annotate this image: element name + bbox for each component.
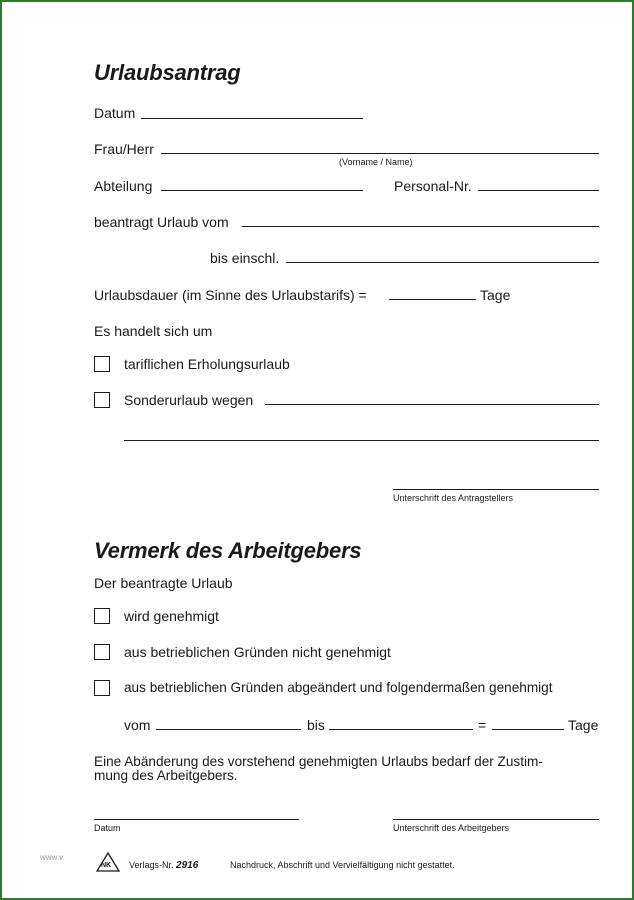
section-title-arbeitgeber: Vermerk des Arbeitgebers [94, 538, 362, 563]
antragsteller-signature-field[interactable] [393, 489, 599, 490]
publisher-logo [96, 852, 120, 872]
sonder-reason-field[interactable] [265, 404, 599, 405]
bis-einschl-label: bis einschl. [210, 250, 280, 266]
name-field[interactable] [161, 153, 599, 154]
genehmigt-checkbox[interactable] [94, 608, 110, 624]
der-urlaub-label: Der beantragte Urlaub [94, 575, 233, 591]
datum-caption: Datum [94, 823, 121, 833]
arbeitgeber-signature-caption: Unterschrift des Arbeitgebers [393, 823, 510, 833]
sonder-label: Sonderurlaub wegen [124, 392, 254, 408]
urlaubsdauer-label: Urlaubsdauer (im Sinne des Urlaubstarifs) = [94, 287, 367, 303]
frau-herr-label: Frau/Herr [94, 141, 154, 157]
vom-label: vom [124, 717, 151, 733]
tage-label: Tage [480, 287, 511, 303]
arbeitgeber-signature-field[interactable] [393, 819, 599, 820]
bis-label: bis [307, 717, 325, 733]
nicht-genehmigt-checkbox[interactable] [94, 644, 110, 660]
verlags-number: 2916 [176, 860, 199, 871]
bis-einschl-field[interactable] [286, 262, 599, 263]
bis-field[interactable] [329, 729, 473, 730]
nicht-genehmigt-label: aus betrieblichen Gründen nicht genehmigt [124, 644, 391, 660]
verlags-label: Verlags-Nr. [129, 860, 174, 870]
abteilung-field[interactable] [161, 190, 363, 191]
personal-nr-label: Personal-Nr. [394, 178, 472, 194]
abteilung-label: Abteilung [94, 178, 153, 194]
urlaub-vom-field[interactable] [242, 226, 599, 227]
abgeaendert-checkbox[interactable] [94, 680, 110, 696]
form-title: Urlaubsantrag [94, 60, 241, 85]
tage-label-2: Tage [568, 717, 599, 733]
name-hint: (Vorname / Name) [339, 157, 413, 167]
datum-field[interactable] [141, 118, 363, 119]
datum-signature-field[interactable] [94, 819, 299, 820]
copyright-notice: Nachdruck, Abschrift und Vervielfältigung nicht gestattet. [230, 860, 455, 870]
vom-field[interactable] [156, 729, 301, 730]
tariflich-label: tariflichen Erholungsurlaub [124, 356, 290, 372]
equals-sign: = [478, 717, 487, 733]
urlaubsdauer-field[interactable] [389, 299, 476, 300]
notice-line-2: mung des Arbeitgebers. [94, 768, 238, 783]
abgeaendert-label: aus betrieblichen Gründen abgeändert und folgendermaßen genehmigt [124, 680, 553, 695]
watermark: www.v [40, 853, 64, 862]
beantragt-label: beantragt Urlaub vom [94, 214, 229, 230]
genehmigt-label: wird genehmigt [124, 608, 219, 624]
es-handelt-label: Es handelt sich um [94, 323, 213, 339]
personal-nr-field[interactable] [478, 190, 599, 191]
sonder-reason-field-2[interactable] [124, 440, 599, 441]
logo-text: NK [101, 862, 112, 869]
notice-line-1: Eine Abänderung des vorstehend genehmigten Urlaubs bedarf der Zustim- [94, 754, 543, 769]
sonder-checkbox[interactable] [94, 392, 110, 408]
antragsteller-signature-caption: Unterschrift des Antragstellers [393, 493, 514, 503]
tage-field[interactable] [492, 729, 564, 730]
datum-label: Datum [94, 105, 136, 121]
tariflich-checkbox[interactable] [94, 356, 110, 372]
verlags-nr [129, 860, 198, 871]
